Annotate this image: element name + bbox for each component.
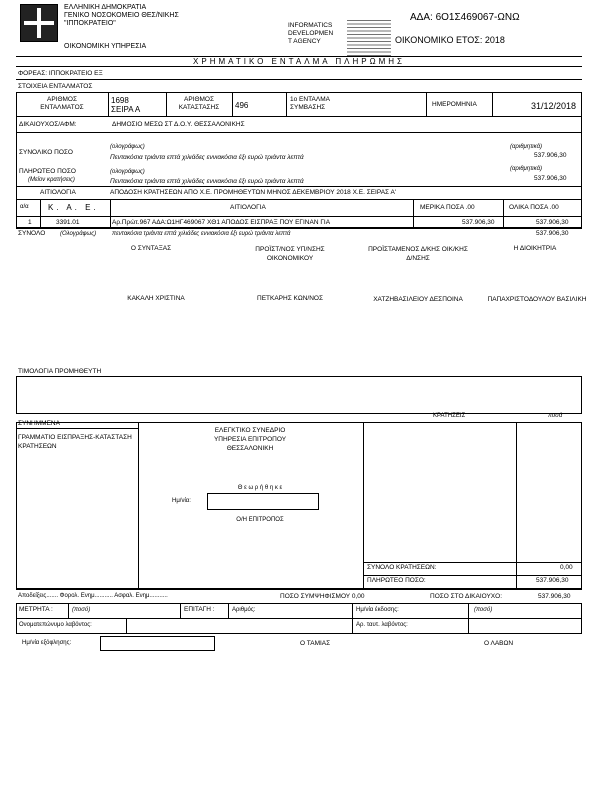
to-beneficiary-label: ΠΟΣΟ ΣΤΟ ΔΙΚΑΙΟΥΧΟ:: [430, 593, 503, 600]
signature-name-2: ΠΕΤΚΑΡΗΣ ΚΩΝ/ΝΟΣ: [257, 295, 323, 302]
item-row-partial: 537.906,30: [462, 219, 495, 226]
attachments-item: ΓΡΑΜΜΑΤΙΟ ΕΙΣΠΡΑΞΗΣ-ΚΑΤΑΣΤΑΣΗ ΚΡΑΤΗΣΕΩΝ: [18, 434, 132, 450]
payment-date-label: Ημ/νία εξόφλησης:: [22, 640, 72, 646]
ada-value: 6Ο1Σ469067-ΩΝΩ: [435, 12, 520, 23]
beneficiary-value: ΔΗΜΟΣΙΟ ΜΕΣΩ ΣΤ Δ.Ο.Υ. ΘΕΣΣΑΛΟΝΙΚΗΣ: [112, 121, 245, 128]
signature-title-1: Ο ΣΥΝΤΑΞΑΣ: [130, 245, 172, 252]
offset-amount-line: [280, 593, 364, 600]
items-header-total: ΟΛΙΚΑ ΠΟΣΑ .00: [509, 204, 559, 211]
audit-date-field[interactable]: [207, 493, 319, 510]
total-numeric-label: (αριθμητικά): [510, 144, 542, 150]
total-amount-numeric: 537.906,30: [534, 152, 567, 159]
cash-amount-hint: (ποσό): [72, 607, 91, 613]
audit-line-1: ΕΛΕΓΚΤΙΚΟ ΣΥΝΕΔΡΙΟ: [214, 427, 286, 434]
ada-line: [410, 12, 520, 23]
item-row-total: 537.906,30: [536, 219, 569, 226]
cash-label: ΜΕΤΡΗΤΑ :: [19, 606, 53, 613]
total-amount-words: Πεντακόσια τριάντα επτά χιλιάδες εννιακόσια έξι ευρώ τριάντα λεπτά: [110, 154, 304, 161]
offset-label: ΠΟΣΟ ΣΥΜΨΗΦΙΣΜΟΥ: [280, 593, 351, 600]
payable-total-value: 537.906,30: [536, 577, 569, 584]
agency-line-1: INFORMATICS: [288, 22, 333, 29]
cheque-label: ΕΠΙΤΑΓΗ :: [184, 606, 215, 613]
recipient-id-label: Αρ. ταυτ. λαβόντος:: [356, 622, 408, 628]
contract-label-2: ΣΥΜΒΑΣΗΣ: [290, 104, 326, 111]
item-row-kae: 3391.01: [56, 219, 80, 226]
audit-commissioner: Ο/Η ΕΠΙΤΡΟΠΟΣ: [236, 517, 284, 523]
audit-line-2: ΥΠΗΡΕΣΙΑ ΕΠΙΤΡΟΠΟΥ: [213, 436, 287, 443]
payable-amount-words: Πεντακόσια τριάντα επτά χιλιάδες εννιακόσια έξι ευρώ τριάντα λεπτά: [110, 178, 304, 185]
reason-label: ΑΙΤΙΟΛΟΓΙΑ: [40, 189, 76, 196]
payable-total-label: ΠΛΗΡΩΤΕΟ ΠΟΣΟ:: [367, 577, 426, 584]
fiscal-year-line: [395, 35, 505, 45]
org-line-1: ΕΛΛΗΝΙΚΗ ΔΗΜΟΚΡΑΤΙΑ: [64, 4, 147, 11]
warrant-number-label-1: ΑΡΙΘΜΟΣ: [46, 96, 78, 103]
amounts-column-label: ποσά: [548, 413, 563, 419]
offset-value: 0,00: [351, 593, 365, 600]
item-row-reason: Αρ.Πρώτ.967 ΑΔΑ:Ω1ΗΓ469067 ΧΘ1 ΑΠΟΔΟΣ ΕΙΣΠΡΑΞ ΠΟΥ ΕΓΙΝΑΝ ΓΙΑ: [112, 219, 331, 226]
signature-title-4: Η ΔΙΟΙΚΗΤΡΙΑ: [513, 245, 557, 252]
signature-name-3: ΧΑΤΖΗΒΑΣΙΛΕΙΟΥ ΔΕΣΠΟΙΝΑ: [373, 296, 463, 303]
signature-name-4: ΠΑΠΑΧΡΙΣΤΟΔΟΥΛΟΥ ΒΑΣΙΛΙΚΗ: [487, 296, 587, 303]
receipts-line: Αποδείξεις....... Φορολ. Ενημ........... Ασφαλ. Ενημ...........: [18, 593, 168, 599]
contract-label-1: 1ο ΕΝΤΑΛΜΑ: [290, 96, 330, 103]
document-title: ΧΡΗΜΑΤΙΚΟ ΕΝΤΑΛΜΑ ΠΛΗΡΩΜΗΣ: [193, 57, 405, 66]
warrant-number-label-2: ΕΝΤΑΛΜΑΤΟΣ: [40, 104, 84, 111]
signature-name-1: ΚΑΚΑΛΗ ΧΡΙΣΤΙΝΑ: [127, 295, 185, 302]
item-row-no: 1: [28, 219, 32, 226]
payment-date-field[interactable]: [100, 636, 215, 651]
items-header-no: α/α: [20, 204, 29, 210]
supplier-invoices-label: ΤΙΜΟΛΟΓΙΑ ΠΡΟΜΗΘΕΥΤΗ: [18, 368, 102, 375]
sum-words: πεντακόσια τριάντα επτά χιλιάδες εννιακόσια έξι ευρώ τριάντα λεπτά: [112, 231, 291, 237]
department-name: ΟΙΚΟΝΟΜΙΚΗ ΥΠΗΡΕΣΙΑ: [64, 43, 147, 50]
date-label: ΗΜΕΡΟΜΗΝΙΑ: [432, 101, 477, 108]
withholdings-total-value: 0,00: [560, 564, 573, 571]
items-header-reason: ΑΙΤΙΟΛΟΓΙΑ: [230, 204, 266, 211]
agency-line-2: DEVELOPMEN: [288, 30, 334, 37]
sum-label: ΣΥΝΟΛΟ: [18, 230, 46, 237]
digital-signature-stamp: [347, 20, 391, 56]
signature-title-2: ΠΡΟΪΣΤ/ΝΟΣ ΥΠ/ΝΣΗΣ ΟΙΚΟΝΟΜΙΚΟΥ: [255, 246, 325, 262]
sum-words-label: (Ολογράφως): [60, 231, 97, 237]
warrant-series: ΣΕΙΡΑ Α: [111, 105, 141, 114]
supplier-invoices-box: [16, 376, 582, 414]
total-words-label: (ολογράφως): [110, 144, 145, 150]
reason-value: ΑΠΟΔΟΣΗ ΚΡΑΤΗΣΕΩΝ ΑΠΟ Χ.Ε. ΠΡΟΜΗΘΕΥΤΩΝ ΜΗΝΟΣ ΔΕΚΕΜΒΡΙΟΥ 2018 Χ.Ε. ΣΕΙΡΑΣ Α': [110, 189, 397, 196]
org-line-2: ΓΕΝΙΚΟ ΝΟΣΟΚΟΜΕΙΟ ΘΕΣ/ΝΙΚΗΣ: [64, 12, 179, 19]
agency-line-3: T AGENCY: [288, 38, 321, 45]
recipient-name-label: Ονοματεπώνυμο λαβόντος:: [19, 622, 92, 628]
payable-sub-label: (Μείον κρατήσεις): [28, 177, 75, 183]
total-amount-label: ΣΥΝΟΛΙΚΟ ΠΟΣΟ: [19, 149, 73, 156]
entity-label: ΦΟΡΕΑΣ: ΙΠΠΟΚΡΑΤΕΙΟ ΕΞ: [18, 70, 103, 77]
audit-approved: Θ ε ω ρ ή θ η κ ε: [237, 485, 283, 491]
recipient-signature-label: Ο ΛΑΒΩΝ: [484, 640, 514, 647]
to-beneficiary-value: 537.906,30: [538, 593, 571, 600]
org-line-3: "ΙΠΠΟΚΡΑΤΕΙΟ": [64, 20, 116, 27]
catalog-number-label-1: ΑΡΙΘΜΟΣ: [183, 96, 215, 103]
fiscal-year-label: ΟΙΚΟΝΟΜΙΚΟ ΕΤΟΣ:: [395, 35, 483, 45]
hospital-logo-icon: [20, 4, 58, 42]
payable-amount-numeric: 537.906,30: [534, 175, 567, 182]
fiscal-year-value: 2018: [484, 35, 505, 45]
ada-label: ΑΔΑ:: [410, 12, 433, 23]
cheque-amount-hint: (ποσό): [474, 607, 493, 613]
signature-title-3: ΠΡΟΪΣΤΑΜΕΝΟΣ Δ/ΚΗΣ ΟΙΚ/ΚΗΣ Δ/ΝΣΗΣ: [368, 246, 468, 262]
items-header-kae: Κ. Α. Ε.: [48, 203, 99, 212]
cheque-number-label: Αριθμός:: [232, 607, 256, 613]
issue-date-label: Ημ/νία έκδοσης:: [356, 607, 399, 613]
payable-numeric-label: (αριθμητικά): [510, 166, 542, 172]
payable-words-label: (ολογράφως): [110, 169, 145, 175]
section-label: ΣΤΟΙΧΕΙΑ ΕΝΤΑΛΜΑΤΟΣ: [18, 83, 93, 90]
audit-line-3: ΘΕΣΣΑΛΟΝΙΚΗ: [226, 445, 274, 452]
beneficiary-label: ΔΙΚΑΙΟΥΧΟΣ/ΑΦΜ:: [19, 121, 77, 128]
cashier-label: Ο ΤΑΜΙΑΣ: [300, 640, 331, 647]
attachments-label: ΣΥΝΗΜΜΕΝΑ: [18, 420, 60, 427]
items-header-partial: ΜΕΡΙΚΑ ΠΟΣΑ .00: [420, 204, 475, 211]
audit-date-label: Ημ/νία:: [172, 498, 191, 504]
date-value: 31/12/2018: [531, 101, 577, 111]
warrant-number: 1698: [111, 96, 129, 105]
sum-value: 537.906,30: [536, 230, 569, 237]
payable-amount-label: ΠΛΗΡΩΤΕΟ ΠΟΣΟ: [19, 168, 76, 175]
withholdings-label: ΚΡΑΤΗΣΕΙΣ: [433, 413, 466, 419]
catalog-number-label-2: ΚΑΤΑΣΤΑΣΗΣ: [178, 104, 220, 111]
withholdings-total-label: ΣΥΝΟΛΟ ΚΡΑΤΗΣΕΩΝ:: [367, 564, 437, 571]
catalog-number: 496: [235, 101, 249, 110]
